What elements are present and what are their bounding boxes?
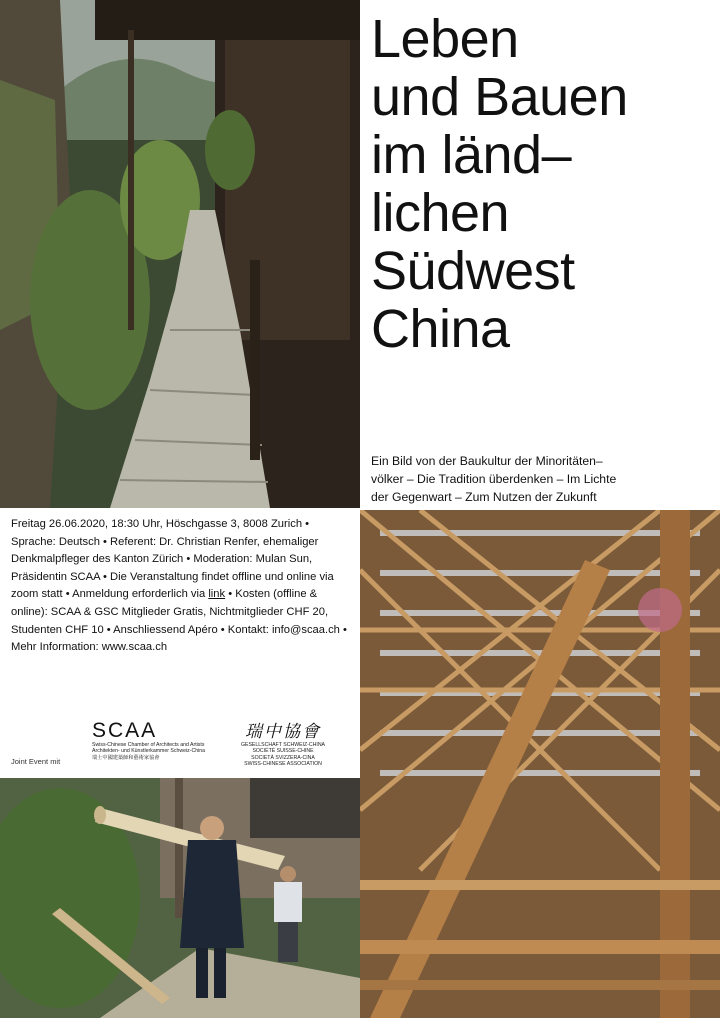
scaa-logo-word: SCAA [92, 719, 158, 742]
timber-structure-illustration [360, 510, 720, 1018]
title-line: China [371, 299, 510, 359]
village-path-illustration [0, 0, 360, 508]
timber-structure-photo [360, 510, 720, 1018]
subtitle-line: völker – Die Tradition überdenken – Im Lichte [371, 472, 617, 486]
event-info-text: Freitag 26.06.2020, 18:30 Uhr, Höschgasse 3, 8008 Zurich • Sprache: Deutsch • Referent: Dr. Christian Renfer, ehemaliger Denkmalpfleger des Kanton Zürich • Moderation: Mulan Sun, Präsidentin SCAA • Die Veranstaltung findet offline und online via zoom statt • Anmeldung erforderlich via [11, 518, 334, 601]
scaa-logo [92, 720, 212, 761]
gsc-logo-line: SOCIETÀ SVIZZERA-CINA [251, 754, 315, 761]
village-path-photo [0, 0, 360, 508]
gsc-logo-line: GESELLSCHAFT SCHWEIZ-CHINA [240, 742, 326, 748]
subtitle-line: Ein Bild von der Baukultur der Minoritäten– [371, 454, 603, 468]
registration-link[interactable]: link [208, 588, 226, 601]
joint-event-label: Joint Event mit [11, 757, 61, 766]
gsc-logo-line: SOCIÉTÉ SUISSE-CHINE [252, 748, 314, 755]
scaa-logo-line: Architekten- und Künstlerkammer Schweiz-China [92, 748, 206, 755]
gsc-logo-line: SWISS-CHINESE ASSOCIATION [244, 760, 322, 767]
scaa-logo-line: Swiss-Chinese Chamber of Architects and Artists [92, 742, 205, 748]
poster-title [371, 10, 716, 358]
event-info [11, 516, 353, 657]
title-line: Leben [371, 9, 519, 69]
man-carrying-log-illustration [0, 778, 360, 1018]
gsc-logo-seal: 瑞中協會 [245, 722, 321, 742]
man-carrying-log-photo [0, 778, 360, 1018]
poster-subtitle [371, 452, 716, 506]
subtitle-line: der Gegenwart – Zum Nutzen der Zukunft [371, 490, 597, 504]
title-line: und Bauen [371, 67, 628, 127]
event-info-text: • Kosten (offline & online): SCAA & GSC Mitglieder Gratis, Nichtmitglieder CHF 20, Studenten CHF 10 • Anschliessend Apéro • Kontakt: info@scaa.ch • Mehr Information: www.scaa.ch [11, 588, 347, 654]
title-line: lichen [371, 183, 510, 243]
gsc-logo [238, 722, 328, 767]
title-line: im länd– [371, 125, 572, 185]
scaa-logo-line: 瑞士中國建築師和藝術家協會 [92, 754, 160, 761]
title-line: Südwest [371, 241, 575, 301]
